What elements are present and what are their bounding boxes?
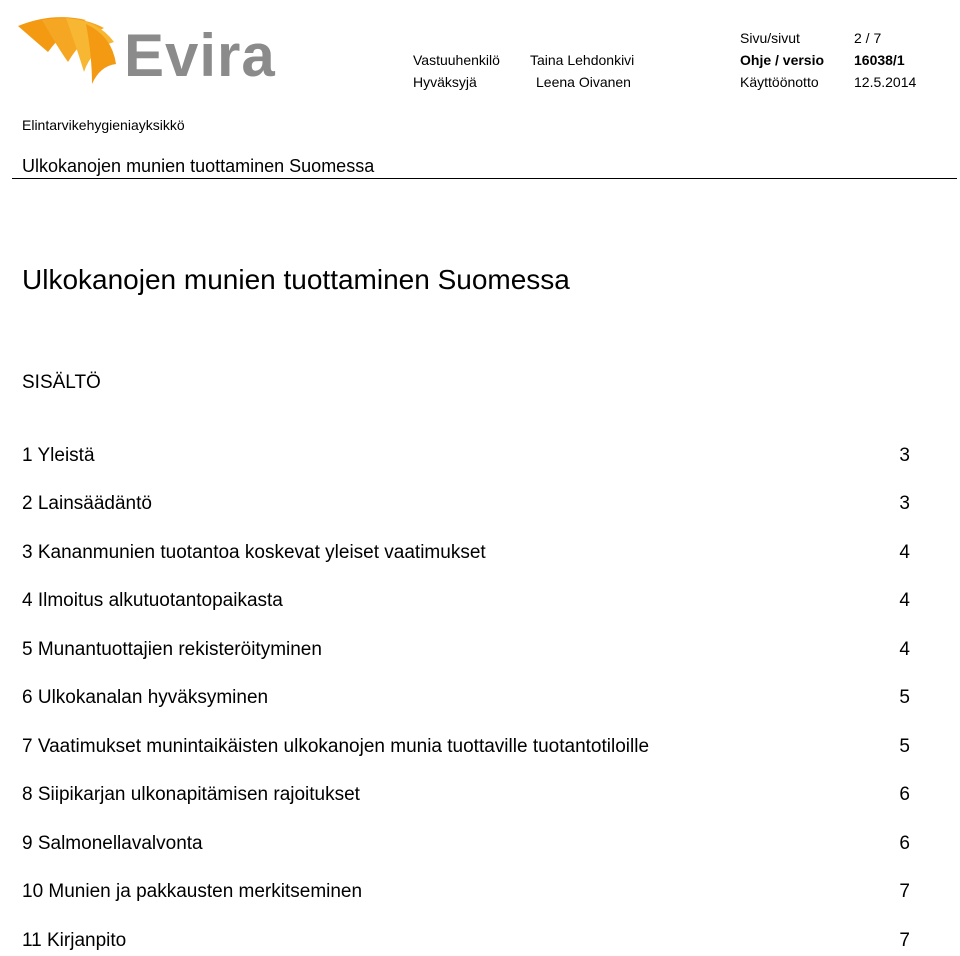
toc-item-page: 5 (899, 687, 910, 708)
toc-item[interactable] (22, 638, 910, 662)
toc-heading: SISÄLTÖ (22, 372, 101, 393)
toc-item-page: 3 (899, 493, 910, 514)
ohje-label: Ohje / versio (740, 52, 825, 68)
sivu-value: 2 / 7 (854, 30, 882, 46)
toc-item[interactable] (22, 444, 910, 468)
toc-item[interactable] (22, 783, 910, 807)
toc-item[interactable] (22, 541, 910, 565)
toc-item[interactable] (22, 929, 910, 953)
vastuu-label: Vastuuhenkilö (413, 52, 500, 68)
toc-item[interactable] (22, 492, 910, 516)
toc-item-page: 4 (899, 639, 910, 660)
logo-wordmark: Evira (124, 22, 276, 89)
kaytto-value: 12.5.2014 (854, 74, 917, 90)
toc-item-page: 4 (899, 542, 910, 563)
toc-item-label: 1 Yleistä (22, 445, 95, 466)
toc-item-page: 7 (899, 881, 910, 902)
toc-item-label: 2 Lainsäädäntö (22, 493, 152, 514)
toc-item-label: 4 Ilmoitus alkutuotantopaikasta (22, 590, 283, 611)
toc-item-label: 10 Munien ja pakkausten merkitseminen (22, 881, 363, 902)
toc-item-page: 4 (899, 590, 910, 611)
toc-item-label: 7 Vaatimukset munintaikäisten ulkokanojen munia tuottaville tuotantotiloille (22, 736, 650, 757)
unit-name: Elintarvikehygieniayksikkö (22, 117, 185, 133)
toc-item[interactable] (22, 880, 910, 904)
toc-item[interactable] (22, 735, 910, 759)
hyvaksyja-value: Leena Oivanen (536, 74, 631, 90)
toc-item-page: 3 (899, 445, 910, 466)
toc-item-page: 6 (899, 784, 910, 805)
toc-item-page: 5 (899, 736, 910, 757)
kaytto-label: Käyttöönotto (740, 74, 819, 90)
toc-item-label: 11 Kirjanpito (22, 930, 127, 951)
sivu-label: Sivu/sivut (740, 30, 800, 46)
toc-item[interactable] (22, 686, 910, 710)
page-title: Ulkokanojen munien tuottaminen Suomessa (22, 264, 570, 295)
vastuu-value: Taina Lehdonkivi (530, 52, 635, 68)
toc-item[interactable] (22, 832, 910, 856)
hyvaksyja-label: Hyväksyjä (413, 74, 477, 90)
toc-item-label: 6 Ulkokanalan hyväksyminen (22, 687, 269, 708)
header-divider (12, 178, 957, 179)
evira-logo (12, 12, 276, 89)
ohje-value: 16038/1 (854, 52, 905, 68)
header-doc-title: Ulkokanojen munien tuottaminen Suomessa (22, 156, 375, 176)
toc-item-page: 6 (899, 833, 910, 854)
toc-item[interactable] (22, 589, 910, 613)
toc-item-page: 7 (899, 930, 910, 951)
toc-item-label: 9 Salmonellavalvonta (22, 833, 203, 854)
toc-item-label: 3 Kananmunien tuotantoa koskevat yleiset vaatimukset (22, 542, 486, 563)
toc-item-label: 5 Munantuottajien rekisteröityminen (22, 639, 322, 660)
toc-item-label: 8 Siipikarjan ulkonapitämisen rajoitukset (22, 784, 360, 805)
